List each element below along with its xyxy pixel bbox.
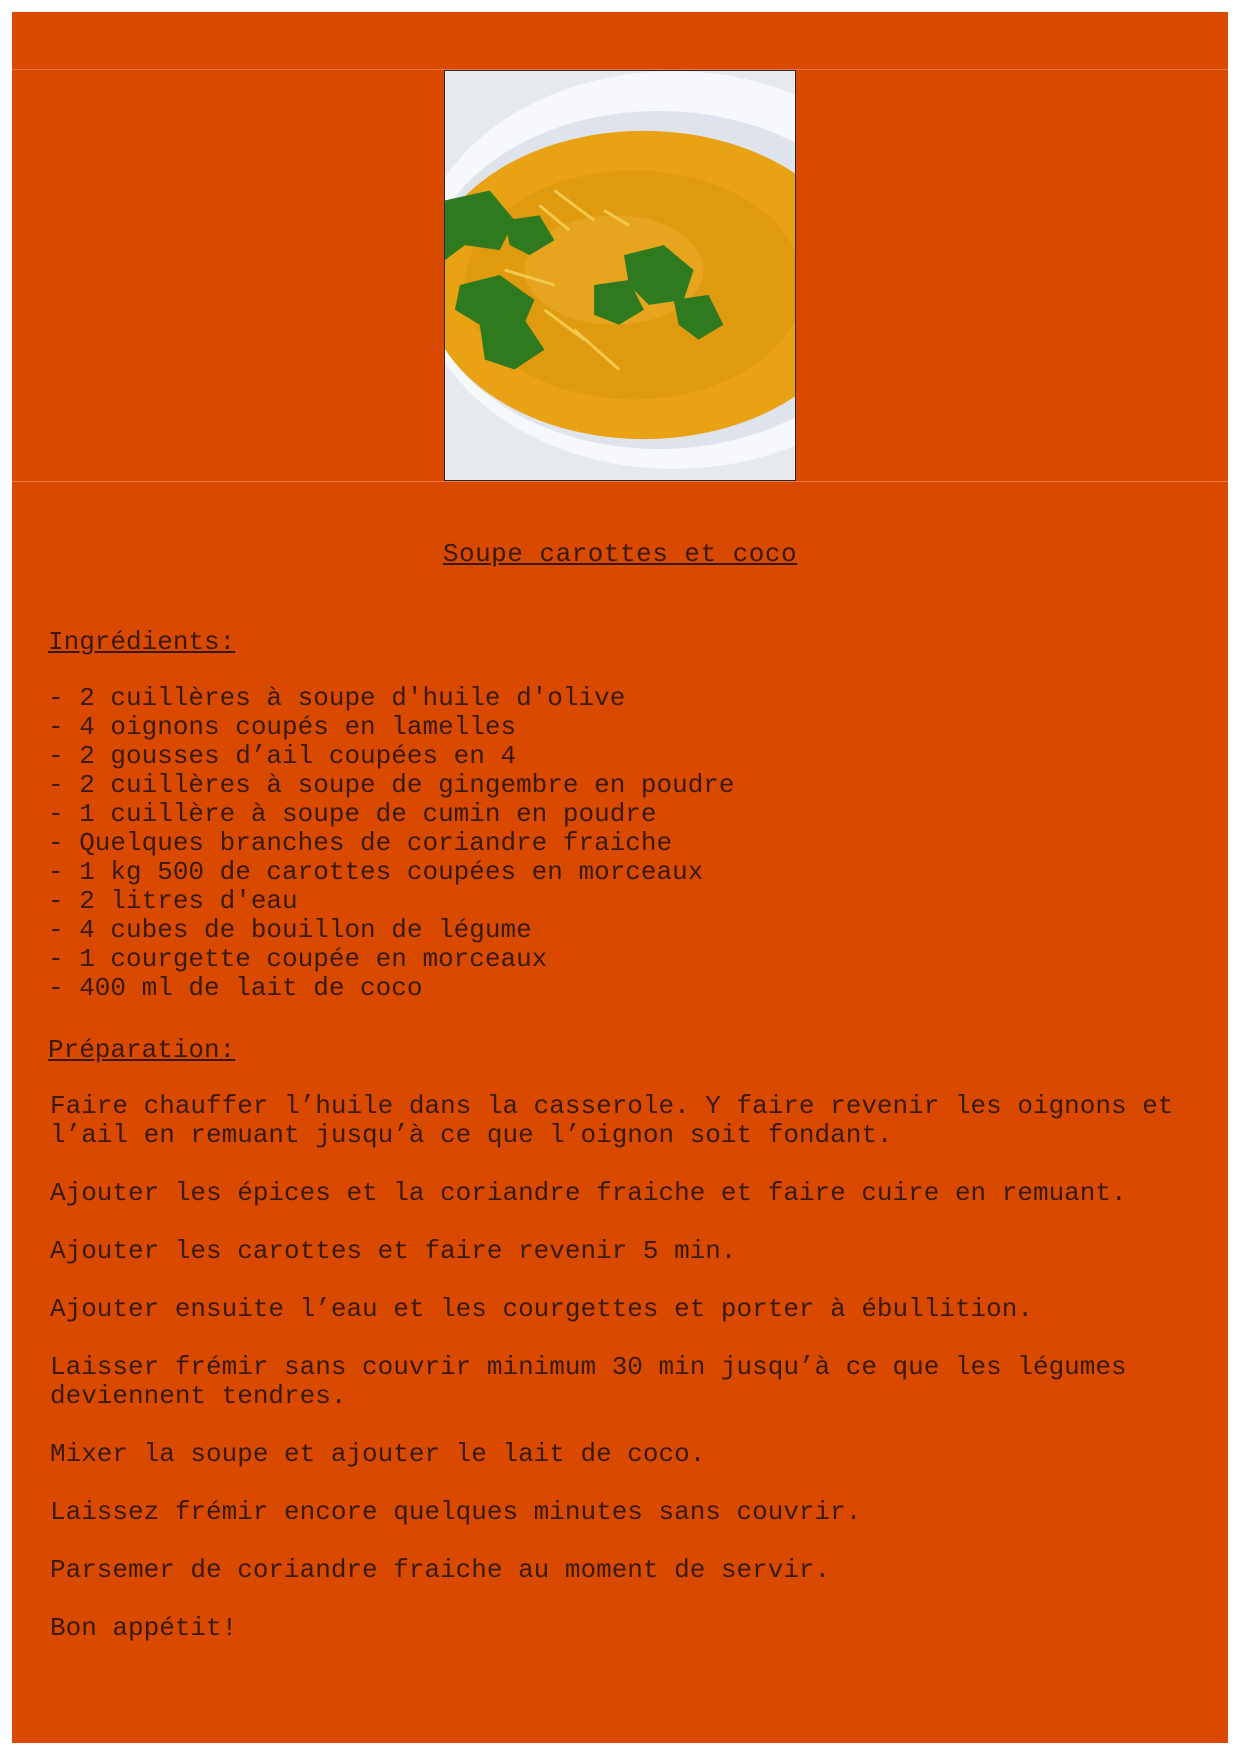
preparation-step: Mixer la soupe et ajouter le lait de coco. [50, 1439, 706, 1469]
preparation-step: Ajouter ensuite l’eau et les courgettes et porter à ébullition. [50, 1294, 1033, 1324]
preparation-heading: Préparation: [48, 1035, 236, 1065]
ingredients-heading: Ingrédients: [48, 627, 236, 657]
preparation-step: Faire chauffer l’huile dans la casserole. Y faire revenir les oignons et l’ail en remuant jusqu’à ce que l’oignon soit fondant. [50, 1091, 1174, 1150]
closing-note: Bon appétit! [50, 1613, 238, 1643]
photo-divider [12, 481, 1228, 482]
ingredient-item: - 2 gousses d’ail coupées en 4 [48, 741, 517, 771]
ingredient-item: - 2 cuillères à soupe d'huile d'olive [48, 683, 626, 713]
preparation-step: Laisser frémir sans couvrir minimum 30 min jusqu’à ce que les légumes deviennent tendres. [50, 1352, 1127, 1411]
soup-bowl-illustration [445, 71, 795, 480]
preparation-step: Ajouter les carottes et faire revenir 5 min. [50, 1236, 737, 1266]
ingredient-item: - 4 oignons coupés en lamelles [48, 712, 517, 742]
ingredient-item: - 400 ml de lait de coco [48, 973, 423, 1003]
preparation-steps [50, 1092, 1200, 1672]
ingredient-item: - 2 cuillères à soupe de gingembre en poudre [48, 770, 735, 800]
preparation-step: Parsemer de coriandre fraiche au moment de servir. [50, 1555, 831, 1585]
soup-bowl-photo [444, 70, 796, 481]
ingredient-item: - 4 cubes de bouillon de légume [48, 915, 532, 945]
ingredient-item: - Quelques branches de coriandre fraiche [48, 828, 673, 858]
recipe-page [12, 12, 1228, 1743]
recipe-title: Soupe carottes et coco [442, 539, 798, 569]
ingredient-item: - 2 litres d'eau [48, 886, 298, 916]
ingredient-item: - 1 cuillère à soupe de cumin en poudre [48, 799, 657, 829]
ingredient-item: - 1 kg 500 de carottes coupées en morceaux [48, 857, 704, 887]
ingredients-list [48, 684, 735, 1003]
ingredient-item: - 1 courgette coupée en morceaux [48, 944, 548, 974]
preparation-step: Ajouter les épices et la coriandre fraiche et faire cuire en remuant. [50, 1178, 1127, 1208]
preparation-step: Laissez frémir encore quelques minutes sans couvrir. [50, 1497, 862, 1527]
